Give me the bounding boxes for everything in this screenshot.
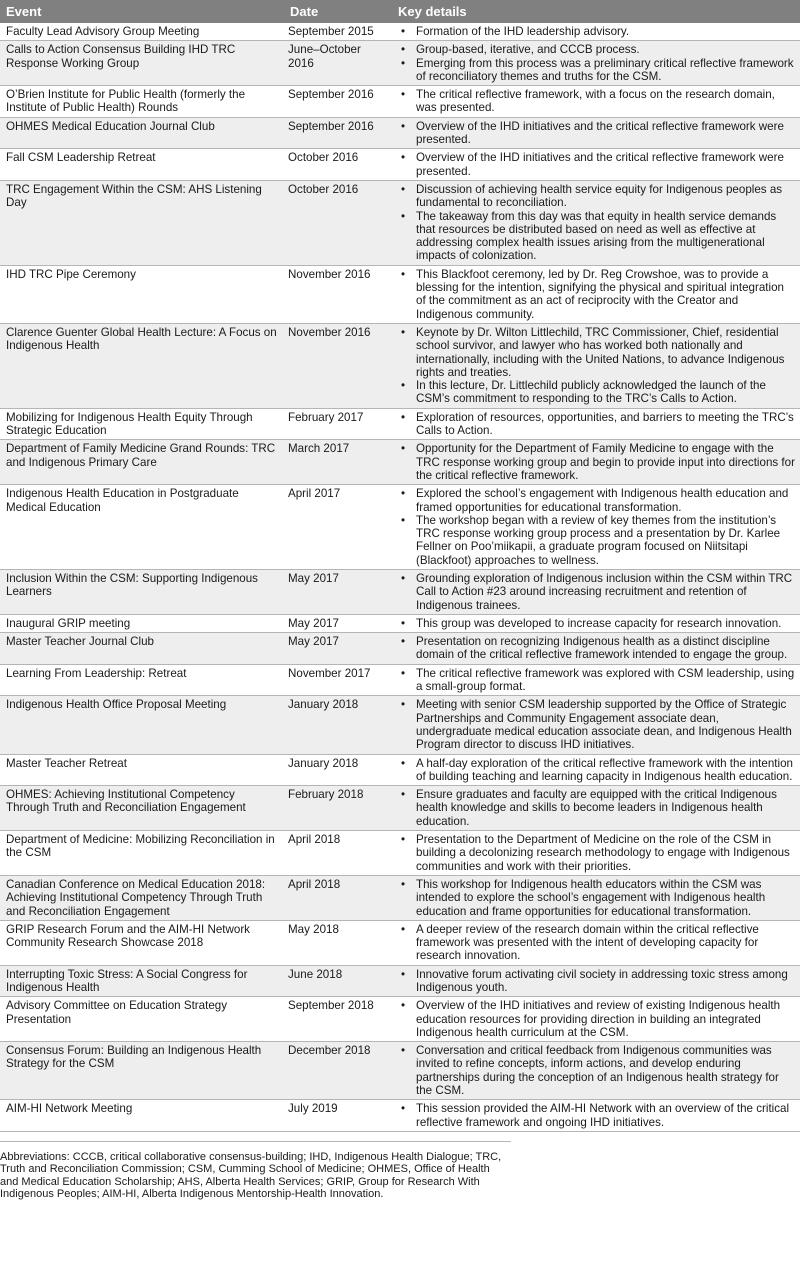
table-header — [0, 0, 800, 23]
key-detail-item: • This group was developed to increase capacity for research innovation. — [398, 617, 796, 630]
key-details-list — [398, 1102, 796, 1129]
date-cell: January 2018 — [284, 754, 392, 786]
event-cell: OHMES: Achieving Institutional Competency Through Truth and Reconciliation Engagement — [0, 786, 284, 831]
header-event: Event — [0, 0, 284, 23]
key-details-cell — [392, 569, 800, 614]
key-details-cell — [392, 875, 800, 920]
event-cell: Master Teacher Journal Club — [0, 633, 284, 665]
event-cell: Mobilizing for Indigenous Health Equity Through Strategic Education — [0, 408, 284, 440]
key-detail-item: • Keynote by Dr. Wilton Littlechild, TRC Commissioner, Chief, residential school survivor, and lawyer who has worked both nationally and internationally, including with the United Nations, to advance Indigenous rights and treaties. — [398, 326, 796, 379]
event-cell: O’Brien Institute for Public Health (formerly the Institute of Public Health) Rounds — [0, 86, 284, 118]
key-details-list — [398, 25, 796, 38]
date-cell: May 2017 — [284, 614, 392, 632]
table-row — [0, 633, 800, 665]
date-cell: September 2018 — [284, 997, 392, 1042]
key-detail-item: • Discussion of achieving health service equity for Indigenous peoples as fundamental to reconciliation. — [398, 183, 796, 210]
key-details-cell — [392, 831, 800, 876]
key-detail-item: • Ensure graduates and faculty are equipped with the critical Indigenous health knowledge and skills to become leaders in Indigenous health education. — [398, 788, 796, 828]
key-details-cell — [392, 265, 800, 323]
key-details-list — [398, 617, 796, 630]
key-details-list — [398, 999, 796, 1039]
key-details-list — [398, 1044, 796, 1097]
key-detail-item: • The workshop began with a review of key themes from the institution’s TRC response working group process and a presentation by Dr. Karlee Fellner on Poo’miikapii, a graduate program focused on Niitsitapi (Blackfoot) approaches to wellness. — [398, 514, 796, 567]
event-cell: Department of Medicine: Mobilizing Reconciliation in the CSM — [0, 831, 284, 876]
key-details-list — [398, 572, 796, 612]
key-details-cell — [392, 754, 800, 786]
key-details-list — [398, 268, 796, 321]
key-details-list — [398, 667, 796, 694]
table-row — [0, 440, 800, 485]
key-details-list — [398, 88, 796, 115]
key-details-cell — [392, 965, 800, 997]
event-cell: Fall CSM Leadership Retreat — [0, 149, 284, 181]
table-row — [0, 696, 800, 754]
event-cell: OHMES Medical Education Journal Club — [0, 117, 284, 149]
event-cell: Inaugural GRIP meeting — [0, 614, 284, 632]
table-row — [0, 1042, 800, 1100]
table-row — [0, 997, 800, 1042]
table-row — [0, 117, 800, 149]
date-cell: February 2018 — [284, 786, 392, 831]
key-details-list — [398, 757, 796, 784]
key-detail-item: • This Blackfoot ceremony, led by Dr. Reg Crowshoe, was to provide a blessing for the intention, signifying the physical and spiritual integration of the commitment as an act of reciprocity with the Creator and Indigenous community. — [398, 268, 796, 321]
event-cell: Inclusion Within the CSM: Supporting Indigenous Learners — [0, 569, 284, 614]
key-details-cell — [392, 786, 800, 831]
key-detail-item: • Formation of the IHD leadership advisory. — [398, 25, 796, 38]
key-details-cell — [392, 1100, 800, 1132]
table-row — [0, 831, 800, 876]
date-cell: June 2018 — [284, 965, 392, 997]
date-cell: February 2017 — [284, 408, 392, 440]
key-detail-item: • The critical reflective framework was explored with CSM leadership, using a small-group format. — [398, 667, 796, 694]
key-details-list — [398, 923, 796, 963]
key-detail-item: • Group-based, iterative, and CCCB process. — [398, 43, 796, 56]
date-cell: April 2018 — [284, 875, 392, 920]
key-details-cell — [392, 485, 800, 570]
date-cell: April 2017 — [284, 485, 392, 570]
header-key-details: Key details — [392, 0, 800, 23]
key-detail-item: • Emerging from this process was a preliminary critical reflective framework of reconciliatory themes and truths for the CSM. — [398, 57, 796, 84]
table-row — [0, 41, 800, 86]
event-cell: Department of Family Medicine Grand Rounds: TRC and Indigenous Primary Care — [0, 440, 284, 485]
table-row — [0, 23, 800, 41]
event-cell: Canadian Conference on Medical Education 2018: Achieving Institutional Competency Through Truth and Reconciliation Engagement — [0, 875, 284, 920]
table-row — [0, 485, 800, 570]
date-cell: October 2016 — [284, 149, 392, 181]
key-details-list — [398, 968, 796, 995]
key-details-cell — [392, 41, 800, 86]
key-details-cell — [392, 633, 800, 665]
key-detail-item: • Explored the school’s engagement with Indigenous health education and framed opportunities for educational transformation. — [398, 487, 796, 514]
date-cell: June–October 2016 — [284, 41, 392, 86]
key-details-cell — [392, 440, 800, 485]
key-detail-item: • Conversation and critical feedback from Indigenous communities was invited to refine concepts, inform actions, and develop enduring partnerships during the conception of an Indigenous health strategy for the CSM. — [398, 1044, 796, 1097]
key-details-list — [398, 326, 796, 406]
date-cell: March 2017 — [284, 440, 392, 485]
key-detail-item: • Opportunity for the Department of Family Medicine to engage with the TRC response working group and begin to provide input into directions for the critical reflective framework. — [398, 442, 796, 482]
key-detail-item: • Overview of the IHD initiatives and the critical reflective framework were presented. — [398, 151, 796, 178]
event-cell: Interrupting Toxic Stress: A Social Congress for Indigenous Health — [0, 965, 284, 997]
event-cell: Advisory Committee on Education Strategy Presentation — [0, 997, 284, 1042]
table-row — [0, 664, 800, 696]
key-details-list — [398, 487, 796, 567]
key-details-list — [398, 151, 796, 178]
table-row — [0, 180, 800, 265]
key-details-cell — [392, 696, 800, 754]
key-details-cell — [392, 614, 800, 632]
key-details-list — [398, 43, 796, 83]
key-details-cell — [392, 664, 800, 696]
table-row — [0, 965, 800, 997]
key-detail-item: • Presentation on recognizing Indigenous health as a distinct discipline domain of the critical reflective framework intended to engage the group. — [398, 635, 796, 662]
key-details-cell — [392, 23, 800, 41]
key-detail-item: • Innovative forum activating civil society in addressing toxic stress among Indigenous youth. — [398, 968, 796, 995]
key-details-cell — [392, 117, 800, 149]
date-cell: April 2018 — [284, 831, 392, 876]
date-cell: September 2016 — [284, 117, 392, 149]
date-cell: May 2017 — [284, 569, 392, 614]
table-row — [0, 754, 800, 786]
key-details-list — [398, 120, 796, 147]
date-cell: December 2018 — [284, 1042, 392, 1100]
key-details-list — [398, 698, 796, 751]
table-row — [0, 1100, 800, 1132]
header-row — [0, 0, 800, 23]
key-detail-item: • The critical reflective framework, with a focus on the research domain, was presented. — [398, 88, 796, 115]
event-cell: Master Teacher Retreat — [0, 754, 284, 786]
date-cell: November 2017 — [284, 664, 392, 696]
table-row — [0, 408, 800, 440]
table-row — [0, 86, 800, 118]
key-detail-item: • In this lecture, Dr. Littlechild publicly acknowledged the launch of the CSM’s commitment to responding to the TRC’s Calls to Action. — [398, 379, 796, 406]
key-detail-item: • A half-day exploration of the critical reflective framework with the intention of building teaching and learning capacity in Indigenous health education. — [398, 757, 796, 784]
table-row — [0, 614, 800, 632]
key-details-cell — [392, 1042, 800, 1100]
date-cell: July 2019 — [284, 1100, 392, 1132]
event-cell: Indigenous Health Office Proposal Meeting — [0, 696, 284, 754]
date-cell: October 2016 — [284, 180, 392, 265]
key-detail-item: • A deeper review of the research domain within the critical reflective framework was presented with the intent of developing capacity for research innovation. — [398, 923, 796, 963]
key-detail-item: • Overview of the IHD initiatives and review of existing Indigenous health education resources for providing direction in building an integrated Indigenous health curriculum at the CSM. — [398, 999, 796, 1039]
table-row — [0, 786, 800, 831]
key-details-list — [398, 788, 796, 828]
date-cell: May 2017 — [284, 633, 392, 665]
key-details-cell — [392, 323, 800, 408]
key-detail-item: • Grounding exploration of Indigenous inclusion within the CSM within TRC Call to Action #23 around increasing recruitment and retention of Indigenous trainees. — [398, 572, 796, 612]
key-details-cell — [392, 180, 800, 265]
table-row — [0, 875, 800, 920]
key-detail-item: • Presentation to the Department of Medicine on the role of the CSM in building a decolonizing research methodology to engage with Indigenous communities and work with their priorities. — [398, 833, 796, 873]
key-details-list — [398, 411, 796, 438]
abbreviations-footnote: Abbreviations: CCCB, critical collaborative consensus-building; IHD, Indigenous Health Dialogue; TRC, Truth and Reconciliation Commission; CSM, Cumming School of Medicine; OHMES, Office of Health and Medical Education Scholarship; AHS, Alberta Health Services; GRIP, Group for Research With Indigenous Peoples; AIM-HI, Alberta Indigenous Mentorship-Health Innovation. — [0, 1141, 511, 1201]
date-cell: September 2015 — [284, 23, 392, 41]
key-details-list — [398, 442, 796, 482]
key-details-list — [398, 833, 796, 873]
date-cell: May 2018 — [284, 920, 392, 965]
key-details-list — [398, 635, 796, 662]
key-detail-item: • This workshop for Indigenous health educators within the CSM was intended to explore the school’s engagement with Indigenous health education and frame opportunities for educational transformation. — [398, 878, 796, 918]
key-details-cell — [392, 408, 800, 440]
event-cell: Learning From Leadership: Retreat — [0, 664, 284, 696]
date-cell: January 2018 — [284, 696, 392, 754]
key-details-cell — [392, 920, 800, 965]
event-cell: IHD TRC Pipe Ceremony — [0, 265, 284, 323]
event-cell: Indigenous Health Education in Postgraduate Medical Education — [0, 485, 284, 570]
header-date: Date — [284, 0, 392, 23]
event-cell: AIM-HI Network Meeting — [0, 1100, 284, 1132]
key-details-cell — [392, 149, 800, 181]
key-detail-item: • Meeting with senior CSM leadership supported by the Office of Strategic Partnerships and Community Engagement associate dean, undergraduate medical education associate dean, and Indigenous Health Program director to discuss IHD initiatives. — [398, 698, 796, 751]
table-row — [0, 323, 800, 408]
table-row — [0, 149, 800, 181]
key-details-cell — [392, 997, 800, 1042]
date-cell: November 2016 — [284, 265, 392, 323]
event-cell: Faculty Lead Advisory Group Meeting — [0, 23, 284, 41]
event-cell: GRIP Research Forum and the AIM-HI Network Community Research Showcase 2018 — [0, 920, 284, 965]
key-details-list — [398, 878, 796, 918]
event-cell: Clarence Guenter Global Health Lecture: A Focus on Indigenous Health — [0, 323, 284, 408]
table-body — [0, 23, 800, 1131]
event-cell: Calls to Action Consensus Building IHD TRC Response Working Group — [0, 41, 284, 86]
event-cell: Consensus Forum: Building an Indigenous Health Strategy for the CSM — [0, 1042, 284, 1100]
key-detail-item: • Exploration of resources, opportunities, and barriers to meeting the TRC’s Calls to Action. — [398, 411, 796, 438]
event-cell: TRC Engagement Within the CSM: AHS Listening Day — [0, 180, 284, 265]
date-cell: September 2016 — [284, 86, 392, 118]
key-detail-item: • Overview of the IHD initiatives and the critical reflective framework were presented. — [398, 120, 796, 147]
key-detail-item: • The takeaway from this day was that equity in health service demands that resources be distributed based on need as well as effective at addressing complex health issues arising from the multigenerational impacts of colonization. — [398, 210, 796, 263]
table-row — [0, 265, 800, 323]
key-details-list — [398, 183, 796, 263]
key-details-cell — [392, 86, 800, 118]
key-detail-item: • This session provided the AIM-HI Network with an overview of the critical reflective framework and ongoing IHD initiatives. — [398, 1102, 796, 1129]
date-cell: November 2016 — [284, 323, 392, 408]
table-row — [0, 569, 800, 614]
table-row — [0, 920, 800, 965]
